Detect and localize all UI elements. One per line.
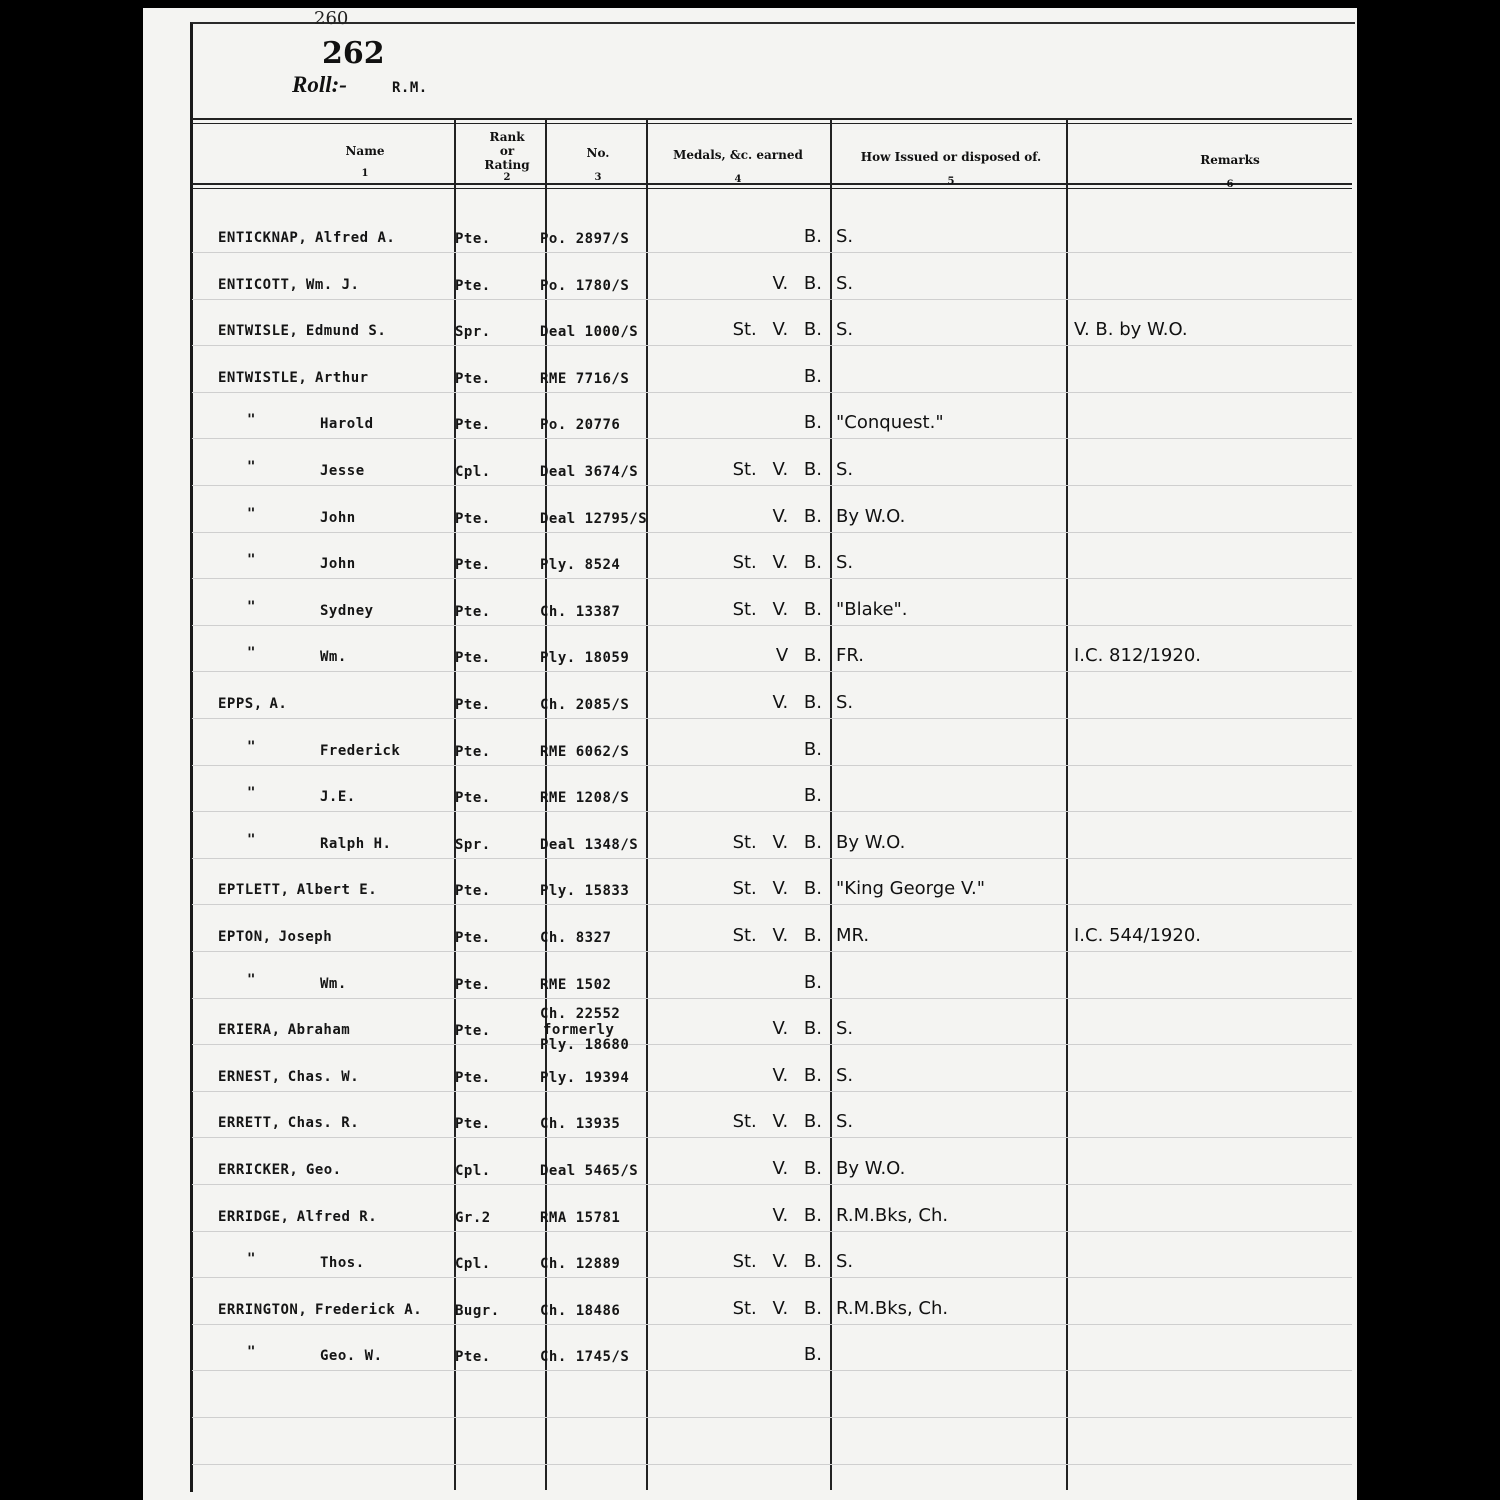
column-divider [830, 120, 832, 1490]
row-number: Po. 2897/S [540, 231, 630, 247]
row-surname: EPPS, [218, 696, 263, 712]
ruled-line [192, 1277, 1352, 1278]
header-name: Name [345, 144, 385, 158]
row-given-name: Edmund S. [305, 323, 387, 339]
row-given-name: Wm. J. [305, 277, 360, 293]
ruled-line [192, 1464, 1352, 1465]
row-medals: St. V. B. [732, 1111, 822, 1132]
row-issued: S. [836, 1251, 854, 1272]
row-given-name: Thos. [320, 1255, 365, 1271]
row-medals: V B. [775, 645, 822, 666]
row-issued: "Conquest." [836, 412, 944, 433]
row-medals: V. B. [772, 692, 822, 713]
row-number: RMA 15781 [540, 1210, 621, 1226]
row-rank: Pte. [455, 278, 491, 294]
row-number: Ply. 15833 [540, 883, 630, 899]
row-surname: " [247, 459, 256, 475]
row-surname: " [247, 785, 256, 801]
prior-page-number: 260 [314, 8, 349, 29]
row-surname: ENTICOTT, [218, 277, 299, 293]
row-number: Ply. 8524 [540, 557, 621, 573]
row-surname: ERRICKER, [218, 1162, 299, 1178]
ruled-line [192, 438, 1352, 439]
row-number: Ch. 1745/S [540, 1349, 630, 1365]
ruled-line [192, 299, 1352, 300]
ruled-line [192, 1044, 1352, 1045]
row-medals: St. V. B. [732, 832, 822, 853]
row-number: Ch. 2085/S [540, 697, 630, 713]
row-given-name: Arthur [315, 370, 369, 386]
row-issued: R.M.Bks, Ch. [836, 1205, 949, 1226]
ruled-line [192, 718, 1352, 719]
row-number: Deal 12795/S [540, 511, 648, 527]
header-rank [462, 130, 552, 172]
header-medals-number: 4 [734, 174, 742, 185]
row-medals: St. V. B. [732, 925, 822, 946]
row-medals: V. B. [772, 273, 822, 294]
row-given-name: Wm. [320, 976, 347, 992]
ruled-line [192, 1091, 1352, 1092]
row-surname: EPTLETT, [218, 882, 290, 898]
row-rank: Pte. [455, 231, 491, 247]
row-given-name: Chas. W. [287, 1069, 360, 1085]
header-rank-line1: Rank [489, 130, 525, 144]
row-medals: St. V. B. [732, 459, 822, 480]
row-issued: By W.O. [836, 1158, 906, 1179]
ruled-line [192, 811, 1352, 812]
row-issued: FR. [836, 645, 864, 666]
row-given-name: Wm. [320, 649, 347, 665]
row-given-name: Geo. [305, 1162, 342, 1178]
row-number: Po. 20776 [540, 417, 621, 433]
row-issued: S. [836, 459, 854, 480]
row-number-former: Ply. 18680 [540, 1037, 630, 1053]
column-divider [646, 120, 648, 1490]
row-issued: S. [836, 1018, 854, 1039]
row-given-name: Abraham [287, 1022, 351, 1038]
row-surname: " [247, 972, 256, 988]
row-given-name: John [320, 556, 356, 572]
row-surname: " [247, 1344, 256, 1360]
row-surname: ERNEST, [218, 1069, 281, 1085]
ruled-line [192, 1184, 1352, 1185]
row-issued: S. [836, 1065, 854, 1086]
row-issued: S. [836, 692, 854, 713]
row-number: Deal 1348/S [540, 837, 639, 853]
row-issued: "King George V." [836, 878, 985, 899]
row-surname: ERRETT, [218, 1115, 281, 1131]
page-number: 262 [322, 36, 385, 71]
row-medals: V. B. [772, 1205, 822, 1226]
row-medals: St. V. B. [732, 1298, 822, 1319]
row-surname: " [247, 599, 256, 615]
row-number: Deal 5465/S [540, 1163, 639, 1179]
row-rank: Pte. [455, 604, 491, 620]
ruled-line [192, 252, 1352, 253]
row-given-name: John [320, 510, 356, 526]
row-surname: " [247, 412, 256, 428]
header-issued: How Issued or disposed of. [860, 150, 1042, 164]
row-medals: St. V. B. [732, 878, 822, 899]
row-given-name: Geo. W. [320, 1348, 383, 1364]
row-rank: Cpl. [455, 464, 491, 480]
row-medals: V. B. [772, 1065, 822, 1086]
ruled-line [192, 951, 1352, 952]
row-surname: ENTWISTLE, [218, 370, 308, 386]
row-issued: S. [836, 552, 854, 573]
row-given-name: Sydney [320, 603, 374, 619]
header-top-rule-thin [192, 123, 1352, 124]
row-surname: " [247, 1251, 256, 1267]
row-rank: Spr. [455, 324, 491, 340]
row-rank: Pte. [455, 371, 491, 387]
header-name-number: 1 [361, 168, 369, 179]
row-number: RME 6062/S [540, 744, 630, 760]
row-surname: EPTON, [218, 929, 272, 945]
row-surname: " [247, 832, 256, 848]
row-rank: Bugr. [455, 1303, 500, 1319]
row-number: Ply. 18059 [540, 650, 630, 666]
header-issued-number: 5 [947, 176, 955, 187]
row-rank: Pte. [455, 417, 491, 433]
row-medals: St. V. B. [732, 319, 822, 340]
header-rank-line3: Rating [484, 158, 530, 172]
row-number: Po. 1780/S [540, 278, 630, 294]
row-number: RME 7716/S [540, 371, 630, 387]
ruled-line [192, 765, 1352, 766]
row-number: Ch. 13387 [540, 604, 621, 620]
row-surname: ENTWISLE, [218, 323, 299, 339]
row-issued: By W.O. [836, 506, 906, 527]
row-rank: Pte. [455, 790, 491, 806]
row-issued: S. [836, 273, 854, 294]
ruled-line [192, 578, 1352, 579]
row-rank: Cpl. [455, 1163, 491, 1179]
row-rank: Pte. [455, 1349, 491, 1365]
row-medals: B. [803, 1344, 822, 1365]
row-number: Ch. 12889 [540, 1256, 621, 1272]
row-given-name: Harold [320, 416, 374, 432]
row-medals: B. [803, 366, 822, 387]
row-rank: Pte. [455, 1070, 491, 1086]
row-medals: B. [803, 972, 822, 993]
row-rank: Pte. [455, 511, 491, 527]
roll-value: R.M. [392, 80, 428, 96]
header-rank-number: 2 [503, 172, 511, 183]
row-medals: St. V. B. [732, 1251, 822, 1272]
row-given-name: Alfred R. [296, 1209, 378, 1225]
ruled-line [192, 1324, 1352, 1325]
row-surname: " [247, 552, 256, 568]
row-rank: Pte. [455, 1023, 491, 1039]
ruled-line [192, 1231, 1352, 1232]
row-surname: " [247, 739, 256, 755]
row-issued: S. [836, 319, 854, 340]
row-number: RME 1208/S [540, 790, 630, 806]
row-given-name: Albert E. [296, 882, 378, 898]
row-rank: Pte. [455, 744, 491, 760]
row-number: Ply. 19394 [540, 1070, 630, 1086]
row-given-name: J.E. [320, 789, 356, 805]
row-given-name: Frederick [320, 743, 401, 759]
row-surname: ENTICKNAP, [218, 230, 308, 246]
row-medals: B. [803, 739, 822, 760]
ruled-line [192, 532, 1352, 533]
row-remarks: I.C. 812/1920. [1074, 645, 1201, 666]
ruled-line [192, 1137, 1352, 1138]
header-no-number: 3 [594, 172, 602, 183]
row-rank: Pte. [455, 650, 491, 666]
row-number: Ch. 8327 [540, 930, 612, 946]
row-rank: Cpl. [455, 1256, 491, 1272]
row-medals: V. B. [772, 1158, 822, 1179]
row-rank: Gr.2 [455, 1210, 491, 1226]
row-rank: Pte. [455, 557, 491, 573]
header-rank-line2: or [499, 144, 515, 158]
row-number-note: formerly [543, 1022, 615, 1038]
row-number: RME 1502 [540, 977, 612, 993]
row-issued: "Blake". [836, 599, 908, 620]
row-remarks: V. B. by W.O. [1074, 319, 1188, 340]
row-number: Deal 1000/S [540, 324, 639, 340]
row-surname: " [247, 645, 256, 661]
row-number: Deal 3674/S [540, 464, 639, 480]
row-issued: R.M.Bks, Ch. [836, 1298, 949, 1319]
header-top-rule [192, 118, 1352, 120]
row-number: Ch. 22552 [540, 1006, 621, 1022]
row-medals: B. [803, 226, 822, 247]
row-remarks: I.C. 544/1920. [1074, 925, 1201, 946]
row-surname: ERRIDGE, [218, 1209, 290, 1225]
row-medals: V. B. [772, 1018, 822, 1039]
roll-label: Roll:- [292, 72, 347, 97]
header-remarks-number: 6 [1226, 179, 1234, 190]
row-given-name: Ralph H. [320, 836, 392, 852]
row-given-name: Joseph [278, 929, 333, 945]
row-rank: Pte. [455, 883, 491, 899]
row-medals: B. [803, 412, 822, 433]
row-surname: " [247, 506, 256, 522]
row-given-name: Frederick A. [315, 1302, 423, 1318]
row-given-name: A. [269, 696, 288, 712]
ruled-line [192, 1370, 1352, 1371]
row-issued: S. [836, 226, 854, 247]
ruled-line [192, 858, 1352, 859]
row-rank: Pte. [455, 930, 491, 946]
ruled-line [192, 1417, 1352, 1418]
row-given-name: Chas. R. [287, 1115, 360, 1131]
row-given-name: Alfred A. [315, 230, 396, 246]
row-medals: St. V. B. [732, 599, 822, 620]
ruled-line [192, 392, 1352, 393]
ruled-line [192, 671, 1352, 672]
ruled-line [192, 485, 1352, 486]
row-surname: ERRINGTON, [218, 1302, 308, 1318]
row-rank: Pte. [455, 977, 491, 993]
row-surname: ERIERA, [218, 1022, 281, 1038]
header-medals: Medals, &c. earned [673, 148, 803, 162]
row-issued: S. [836, 1111, 854, 1132]
ruled-line [192, 998, 1352, 999]
row-rank: Pte. [455, 1116, 491, 1132]
row-medals: V. B. [772, 506, 822, 527]
row-rank: Spr. [455, 837, 491, 853]
row-issued: By W.O. [836, 832, 906, 853]
row-rank: Pte. [455, 697, 491, 713]
ruled-line [192, 904, 1352, 905]
header-no: No. [586, 146, 610, 160]
ruled-line [192, 625, 1352, 626]
column-divider [1066, 120, 1068, 1490]
row-number: Ch. 13935 [540, 1116, 621, 1132]
ruled-line [192, 345, 1352, 346]
header-remarks: Remarks [1200, 153, 1260, 167]
row-issued: MR. [836, 925, 870, 946]
row-medals: St. V. B. [732, 552, 822, 573]
row-given-name: Jesse [320, 463, 365, 479]
row-medals: B. [803, 785, 822, 806]
row-number: Ch. 18486 [540, 1303, 621, 1319]
